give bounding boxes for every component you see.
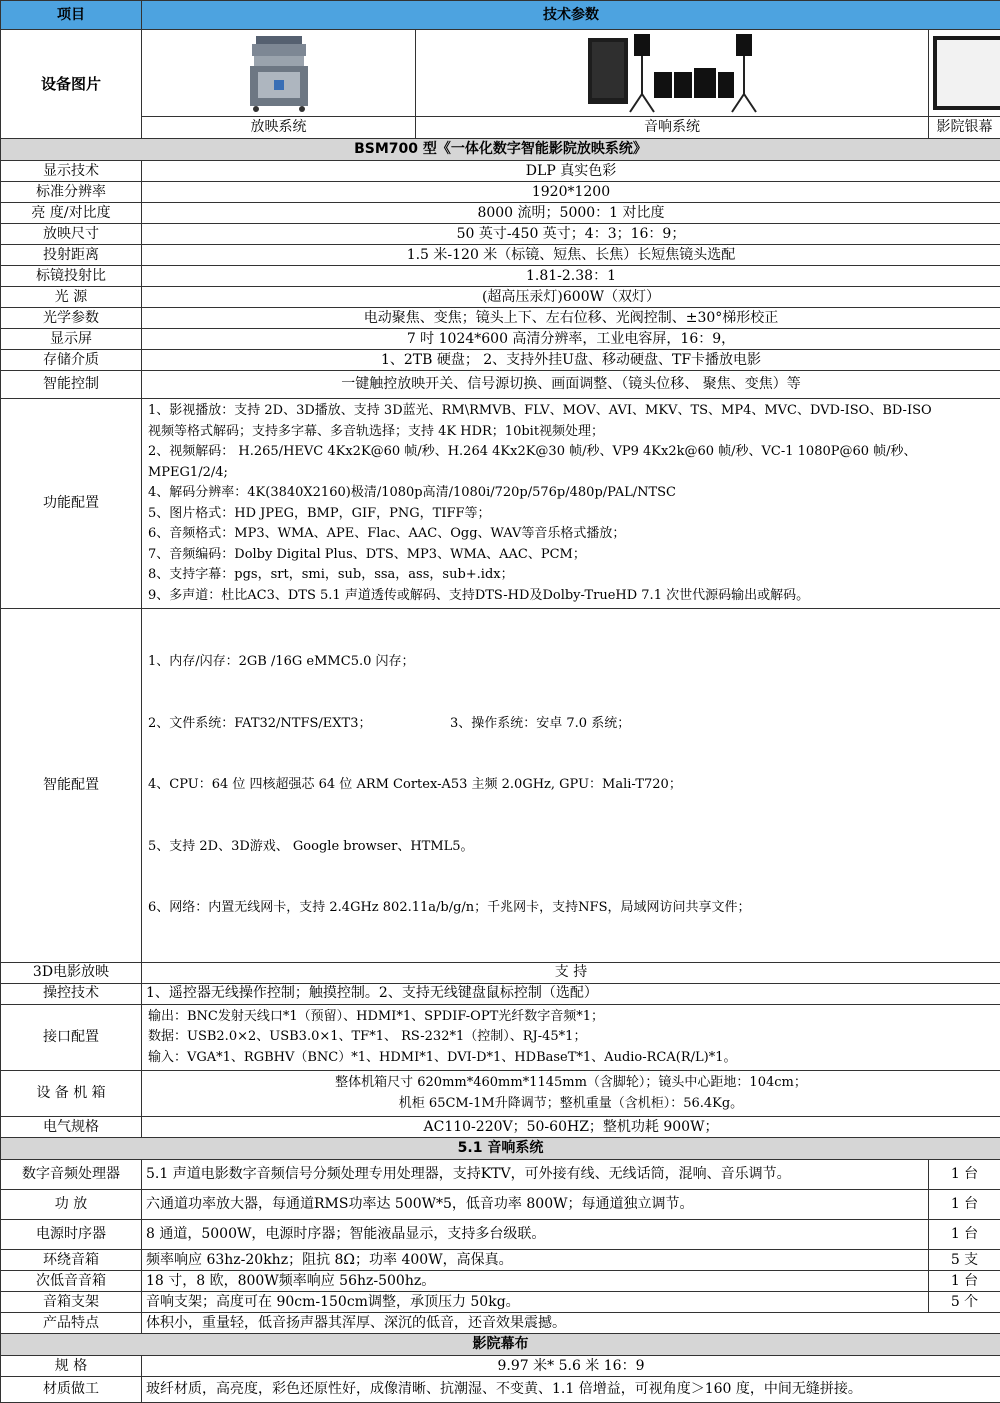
- table-row: [1, 1220, 1000, 1250]
- smart-line: 1、内存/闪存：2GB /16G eMMC5.0 闪存；: [148, 652, 994, 673]
- speaker-system-image: [416, 30, 929, 117]
- row-count: 1 台: [929, 1220, 1000, 1250]
- row-label: 标准分辨率: [1, 182, 142, 203]
- section-projection-title: BSM700 型《一体化数字智能影院放映系统》: [1, 139, 1000, 161]
- interface-line: 数据：USB2.0×2、USB3.0×1、TF*1、 RS-232*1（控制）、RJ-45*1；: [148, 1027, 994, 1048]
- section-audio-title: 5.1 音响系统: [1, 1138, 1000, 1160]
- row-value: 1、遥控器无线操作控制；触摸控制。2、支持无线键盘鼠标控制（选配）: [142, 983, 1000, 1004]
- smart-line: 2、文件系统：FAT32/NTFS/EXT3； 3、操作系统：安卓 7.0 系统；: [148, 714, 994, 735]
- function-line: 8、支持字幕：pgs，srt，smi，sub，ssa，ass，sub+.idx；: [148, 565, 994, 586]
- smart-config-row: [1, 609, 1000, 963]
- interface-config-row: [1, 1004, 1000, 1071]
- interface-config-value: [142, 1004, 1000, 1071]
- speaker-system-icon: [582, 32, 762, 114]
- table-row: [1, 161, 1000, 182]
- table-row: [1, 1250, 1000, 1271]
- table-row: [1, 287, 1000, 308]
- row-label: 数字音频处理器: [1, 1160, 142, 1190]
- caption-screen: 影院银幕: [929, 117, 1000, 139]
- row-label: 产品特点: [1, 1313, 142, 1334]
- function-line: 9、多声道：杜比AC3、DTS 5.1 声道透传或解码、支持DTS-HD及Dolby-TrueHD 7.1 次世代源码输出或解码。: [148, 586, 994, 607]
- row-value: (超高压汞灯)600W（双灯）: [142, 287, 1000, 308]
- function-line: 1、影视播放：支持 2D、3D播放、支持 3D蓝光、RM\RMVB、FLV、MOV、AVI、MKV、TS、MP4、MVC、DVD-ISO、BD-ISO: [148, 401, 994, 422]
- row-label: 亮 度/对比度: [1, 203, 142, 224]
- function-config-label: 功能配置: [1, 399, 142, 609]
- row-value: AC110-220V；50-60HZ；整机功耗 900W；: [142, 1117, 1000, 1138]
- cinema-screen-image: [929, 30, 1000, 117]
- row-label: 环绕音箱: [1, 1250, 142, 1271]
- row-label: 材质做工: [1, 1377, 142, 1403]
- row-label: 放映尺寸: [1, 224, 142, 245]
- function-line: 4、解码分辨率：4K(3840X2160)极清/1080p高清/1080i/720p/576p/480p/PAL/NTSC: [148, 483, 994, 504]
- row-value: 9.97 米* 5.6 米 16：9: [142, 1356, 1000, 1377]
- row-count: 1 台: [929, 1160, 1000, 1190]
- table-header: [1, 1, 1000, 30]
- function-config-row: [1, 399, 1000, 609]
- row-value: 18 寸，8 欧，800W频率响应 56hz-500hz。: [142, 1271, 929, 1292]
- interface-config-label: 接口配置: [1, 1004, 142, 1071]
- row-label: 音箱支架: [1, 1292, 142, 1313]
- table-row: [1, 203, 1000, 224]
- cabinet-line: 整体机箱尺寸 620mm*460mm*1145mm（含脚轮）；镜头中心距地：104cm；: [148, 1073, 994, 1094]
- projection-cabinet-icon: [234, 32, 324, 114]
- smart-line: 6、网络：内置无线网卡，支持 2.4GHz 802.11a/b/g/n；千兆网卡，支持NFS，局域网访问共享文件；: [148, 898, 994, 919]
- smart-line: 4、CPU：64 位 四核超强芯 64 位 ARM Cortex-A53 主频 2.0GHz, GPU：Mali-T720；: [148, 775, 994, 796]
- row-label: 操控技术: [1, 983, 142, 1004]
- header-item: 项目: [1, 1, 142, 30]
- function-line: 视频等格式解码；支持多字幕、多音轨选择；支持 4K HDR；10bit视频处理；: [148, 422, 994, 443]
- function-line: 6、音频格式：MP3、WMA、APE、Flac、AAC、Ogg、WAV等音乐格式播放；: [148, 524, 994, 545]
- cabinet-value: [142, 1071, 1000, 1117]
- caption-projection: 放映系统: [142, 117, 416, 139]
- device-caption-row: [1, 117, 1000, 139]
- row-label: 光 源: [1, 287, 142, 308]
- table-row: [1, 1117, 1000, 1138]
- cabinet-line: 机柜 65CM-1M升降调节；整机重量（含机柜）：56.4Kg。: [148, 1094, 994, 1115]
- row-count: 5 支: [929, 1250, 1000, 1271]
- row-label: 智能控制: [1, 371, 142, 399]
- row-label: 标镜投射比: [1, 266, 142, 287]
- row-value: 玻纤材质，高亮度，彩色还原性好，成像清晰、抗潮湿、不变黄、1.1 倍增益，可视角度＞160 度，中间无缝拼接。: [142, 1377, 1000, 1403]
- table-row: [1, 182, 1000, 203]
- section-audio: [1, 1138, 1000, 1160]
- table-row: [1, 1313, 1000, 1334]
- table-row: [1, 350, 1000, 371]
- row-value: 8 通道，5000W，电源时序器；智能液晶显示，支持多台级联。: [142, 1220, 929, 1250]
- table-row: [1, 308, 1000, 329]
- table-row: [1, 1292, 1000, 1313]
- function-config-value: [142, 399, 1000, 609]
- row-label: 存储介质: [1, 350, 142, 371]
- row-label: 电气规格: [1, 1117, 142, 1138]
- row-value: 5.1 声道电影数字音频信号分频处理专用处理器，支持KTV，可外接有线、无线话筒，混响、音乐调节。: [142, 1160, 929, 1190]
- section-screen: [1, 1334, 1000, 1356]
- row-value: 体积小，重量轻，低音扬声器其浑厚、深沉的低音，还音效果震撼。: [142, 1313, 1000, 1334]
- function-line: 5、图片格式：HD JPEG，BMP，GIF，PNG，TIFF等；: [148, 504, 994, 525]
- row-label: 电源时序器: [1, 1220, 142, 1250]
- section-screen-title: 影院幕布: [1, 1334, 1000, 1356]
- row-label: 光学参数: [1, 308, 142, 329]
- row-value: 电动聚焦、变焦；镜头上下、左右位移、光阀控制、±30°梯形校正: [142, 308, 1000, 329]
- section-projection: [1, 139, 1000, 161]
- row-count: 1 台: [929, 1190, 1000, 1220]
- cabinet-label: 设 备 机 箱: [1, 1071, 142, 1117]
- row-value: 音响支架；高度可在 90cm-150cm调整，承顶压力 50kg。: [142, 1292, 929, 1313]
- table-row: [1, 266, 1000, 287]
- table-row: [1, 962, 1000, 983]
- device-image-row: [1, 30, 1000, 117]
- smart-line: 5、支持 2D、3D游戏、 Google browser、HTML5。: [148, 837, 994, 858]
- table-row: [1, 1190, 1000, 1220]
- smart-config-value: [142, 609, 1000, 963]
- function-line: MPEG1/2/4;: [148, 463, 994, 484]
- row-value: 支 持: [142, 962, 1000, 983]
- row-value: DLP 真实色彩: [142, 161, 1000, 182]
- function-line: 7、音频编码：Dolby Digital Plus、DTS、MP3、WMA、AAC、PCM；: [148, 545, 994, 566]
- row-label: 次低音音箱: [1, 1271, 142, 1292]
- row-label: 显示屏: [1, 329, 142, 350]
- row-count: 5 个: [929, 1292, 1000, 1313]
- table-row: [1, 245, 1000, 266]
- table-row: [1, 983, 1000, 1004]
- row-value: 1、2TB 硬盘； 2、支持外挂U盘、移动硬盘、TF卡播放电影: [142, 350, 1000, 371]
- row-value: 50 英寸-450 英寸；4：3；16：9；: [142, 224, 1000, 245]
- interface-line: 输入：VGA*1、RGBHV（BNC）*1、HDMI*1、DVI-D*1、HDBaseT*1、Audio-RCA(R/L)*1。: [148, 1048, 994, 1069]
- row-value: 一键触控放映开关、信号源切换、画面调整、（镜头位移、 聚焦、变焦）等: [142, 371, 1000, 399]
- header-spec: 技术参数: [142, 1, 1000, 30]
- table-row: [1, 1377, 1000, 1403]
- row-value: 8000 流明；5000：1 对比度: [142, 203, 1000, 224]
- row-value: 频率响应 63hz-20khz；阻抗 8Ω；功率 400W，高保真。: [142, 1250, 929, 1271]
- cabinet-row: [1, 1071, 1000, 1117]
- interface-line: 输出：BNC发射天线口*1（预留）、HDMI*1、SPDIF-OPT光纤数字音频*1；: [148, 1007, 994, 1028]
- table-row: [1, 371, 1000, 399]
- smart-config-label: 智能配置: [1, 609, 142, 963]
- row-label: 规 格: [1, 1356, 142, 1377]
- row-value: 7 吋 1024*600 高清分辨率，工业电容屏，16：9，: [142, 329, 1000, 350]
- table-row: [1, 224, 1000, 245]
- row-value: 1920*1200: [142, 182, 1000, 203]
- table-row: [1, 329, 1000, 350]
- row-value: 1.5 米-120 米（标镜、短焦、长焦）长短焦镜头选配: [142, 245, 1000, 266]
- row-label: 投射距离: [1, 245, 142, 266]
- projection-cabinet-image: [142, 30, 416, 117]
- row-value: 1.81-2.38：1: [142, 266, 1000, 287]
- row-value: 六通道功率放大器，每通道RMS功率达 500W*5，低音功率 800W；每通道独立调节。: [142, 1190, 929, 1220]
- cinema-screen-icon: [929, 32, 1000, 114]
- row-count: 1 台: [929, 1271, 1000, 1292]
- table-row: [1, 1160, 1000, 1190]
- table-row: [1, 1356, 1000, 1377]
- row-label: 显示技术: [1, 161, 142, 182]
- device-image-label: 设备图片: [1, 30, 142, 139]
- table-row: [1, 1271, 1000, 1292]
- row-label: 功 放: [1, 1190, 142, 1220]
- function-line: 2、视频解码： H.265/HEVC 4Kx2K@60 帧/秒、H.264 4Kx2K@30 帧/秒、VP9 4Kx2k@60 帧/秒、VC-1 1080P@60 帧/秒、: [148, 442, 994, 463]
- row-label: 3D电影放映: [1, 962, 142, 983]
- caption-audio: 音响系统: [416, 117, 929, 139]
